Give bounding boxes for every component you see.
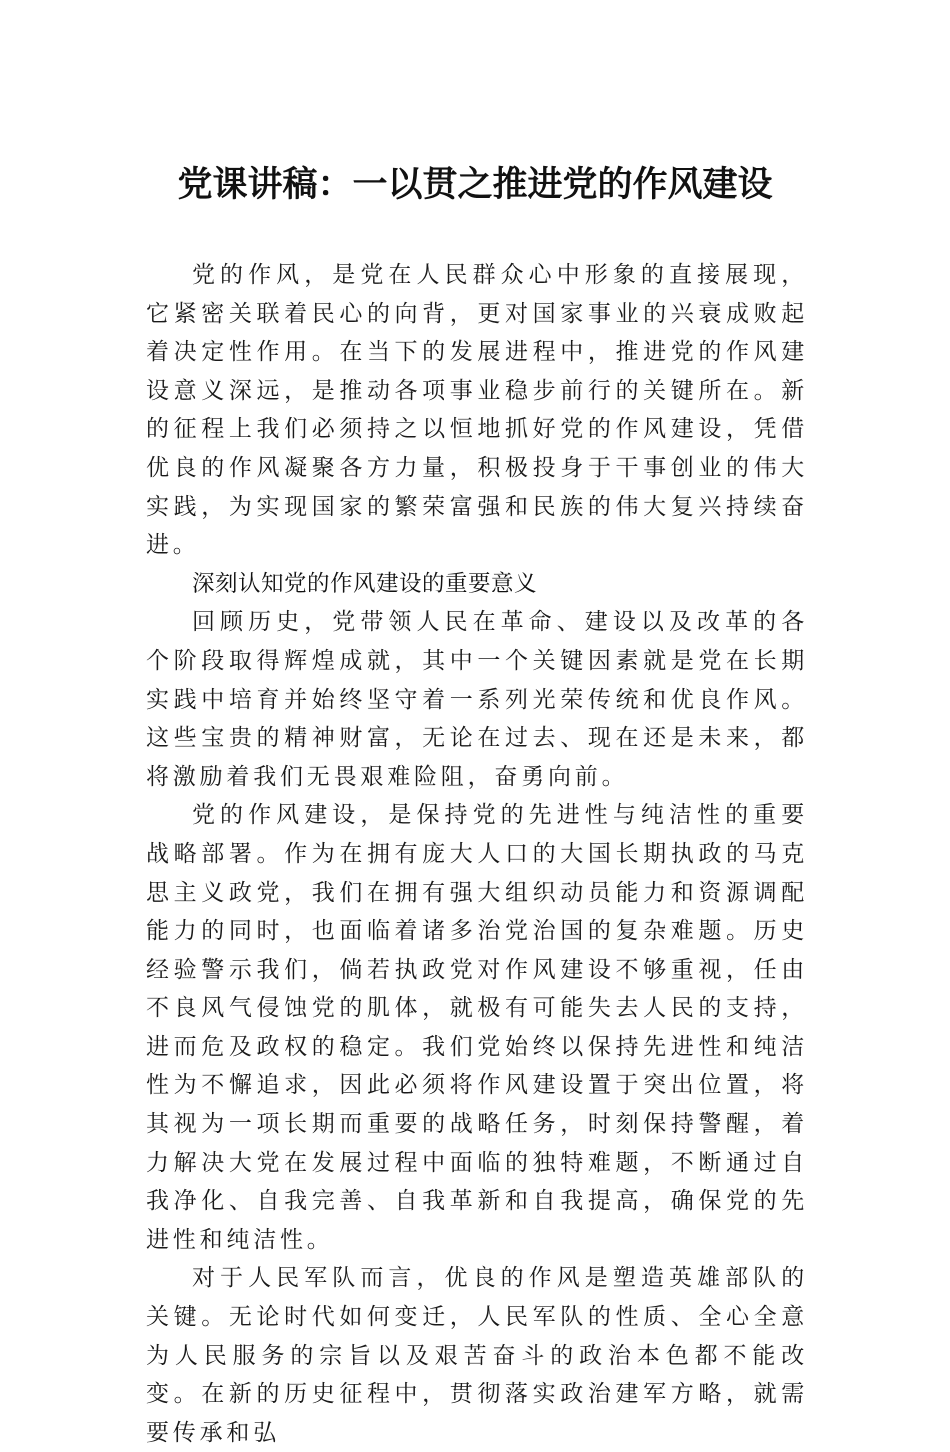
section-paragraph-3: 对于人民军队而言，优良的作风是塑造英雄部队的关键。无论时代如何变迁，人民军队的性质、全心全意为人民服务的宗旨以及艰苦奋斗的政治本色都不能改变。在新的历史征程中，贯彻落实政治建军方略，就需要传承和弘 xyxy=(146,1265,808,1446)
document-title: 党课讲稿：一以贯之推进党的作风建设 xyxy=(177,164,773,205)
document-body xyxy=(146,256,808,1452)
section-heading: 深刻认知党的作风建设的重要意义 xyxy=(192,570,538,597)
section-paragraph-1: 回顾历史，党带领人民在革命、建设以及改革的各个阶段取得辉煌成就，其中一个关键因素就是党在长期实践中培育并始终坚守着一系列光荣传统和优良作风。这些宝贵的精神财富，无论在过去、现在还是未来，都将激励着我们无畏艰难险阻，奋勇向前。 xyxy=(146,609,808,790)
intro-paragraph: 党的作风，是党在人民群众心中形象的直接展现，它紧密关联着民心的向背，更对国家事业的兴衰成败起着决定性作用。在当下的发展进程中，推进党的作风建设意义深远，是推动各项事业稳步前行的关键所在。新的征程上我们必须持之以恒地抓好党的作风建设，凭借优良的作风凝聚各方力量，积极投身于干事创业的伟大实践，为实现国家的繁荣富强和民族的伟大复兴持续奋进。 xyxy=(146,262,808,559)
section-paragraph-2: 党的作风建设，是保持党的先进性与纯洁性的重要战略部署。作为在拥有庞大人口的大国长期执政的马克思主义政党，我们在拥有强大组织动员能力和资源调配能力的同时，也面临着诸多治党治国的复杂难题。历史经验警示我们，倘若执政党对作风建设不够重视，任由不良风气侵蚀党的肌体，就极有可能失去人民的支持，进而危及政权的稳定。我们党始终以保持先进性和纯洁性为不懈追求，因此必须将作风建设置于突出位置，将其视为一项长期而重要的战略任务，时刻保持警醒，着力解决大党在发展过程中面临的独特难题，不断通过自我净化、自我完善、自我革新和自我提高，确保党的先进性和纯洁性。 xyxy=(146,802,808,1253)
